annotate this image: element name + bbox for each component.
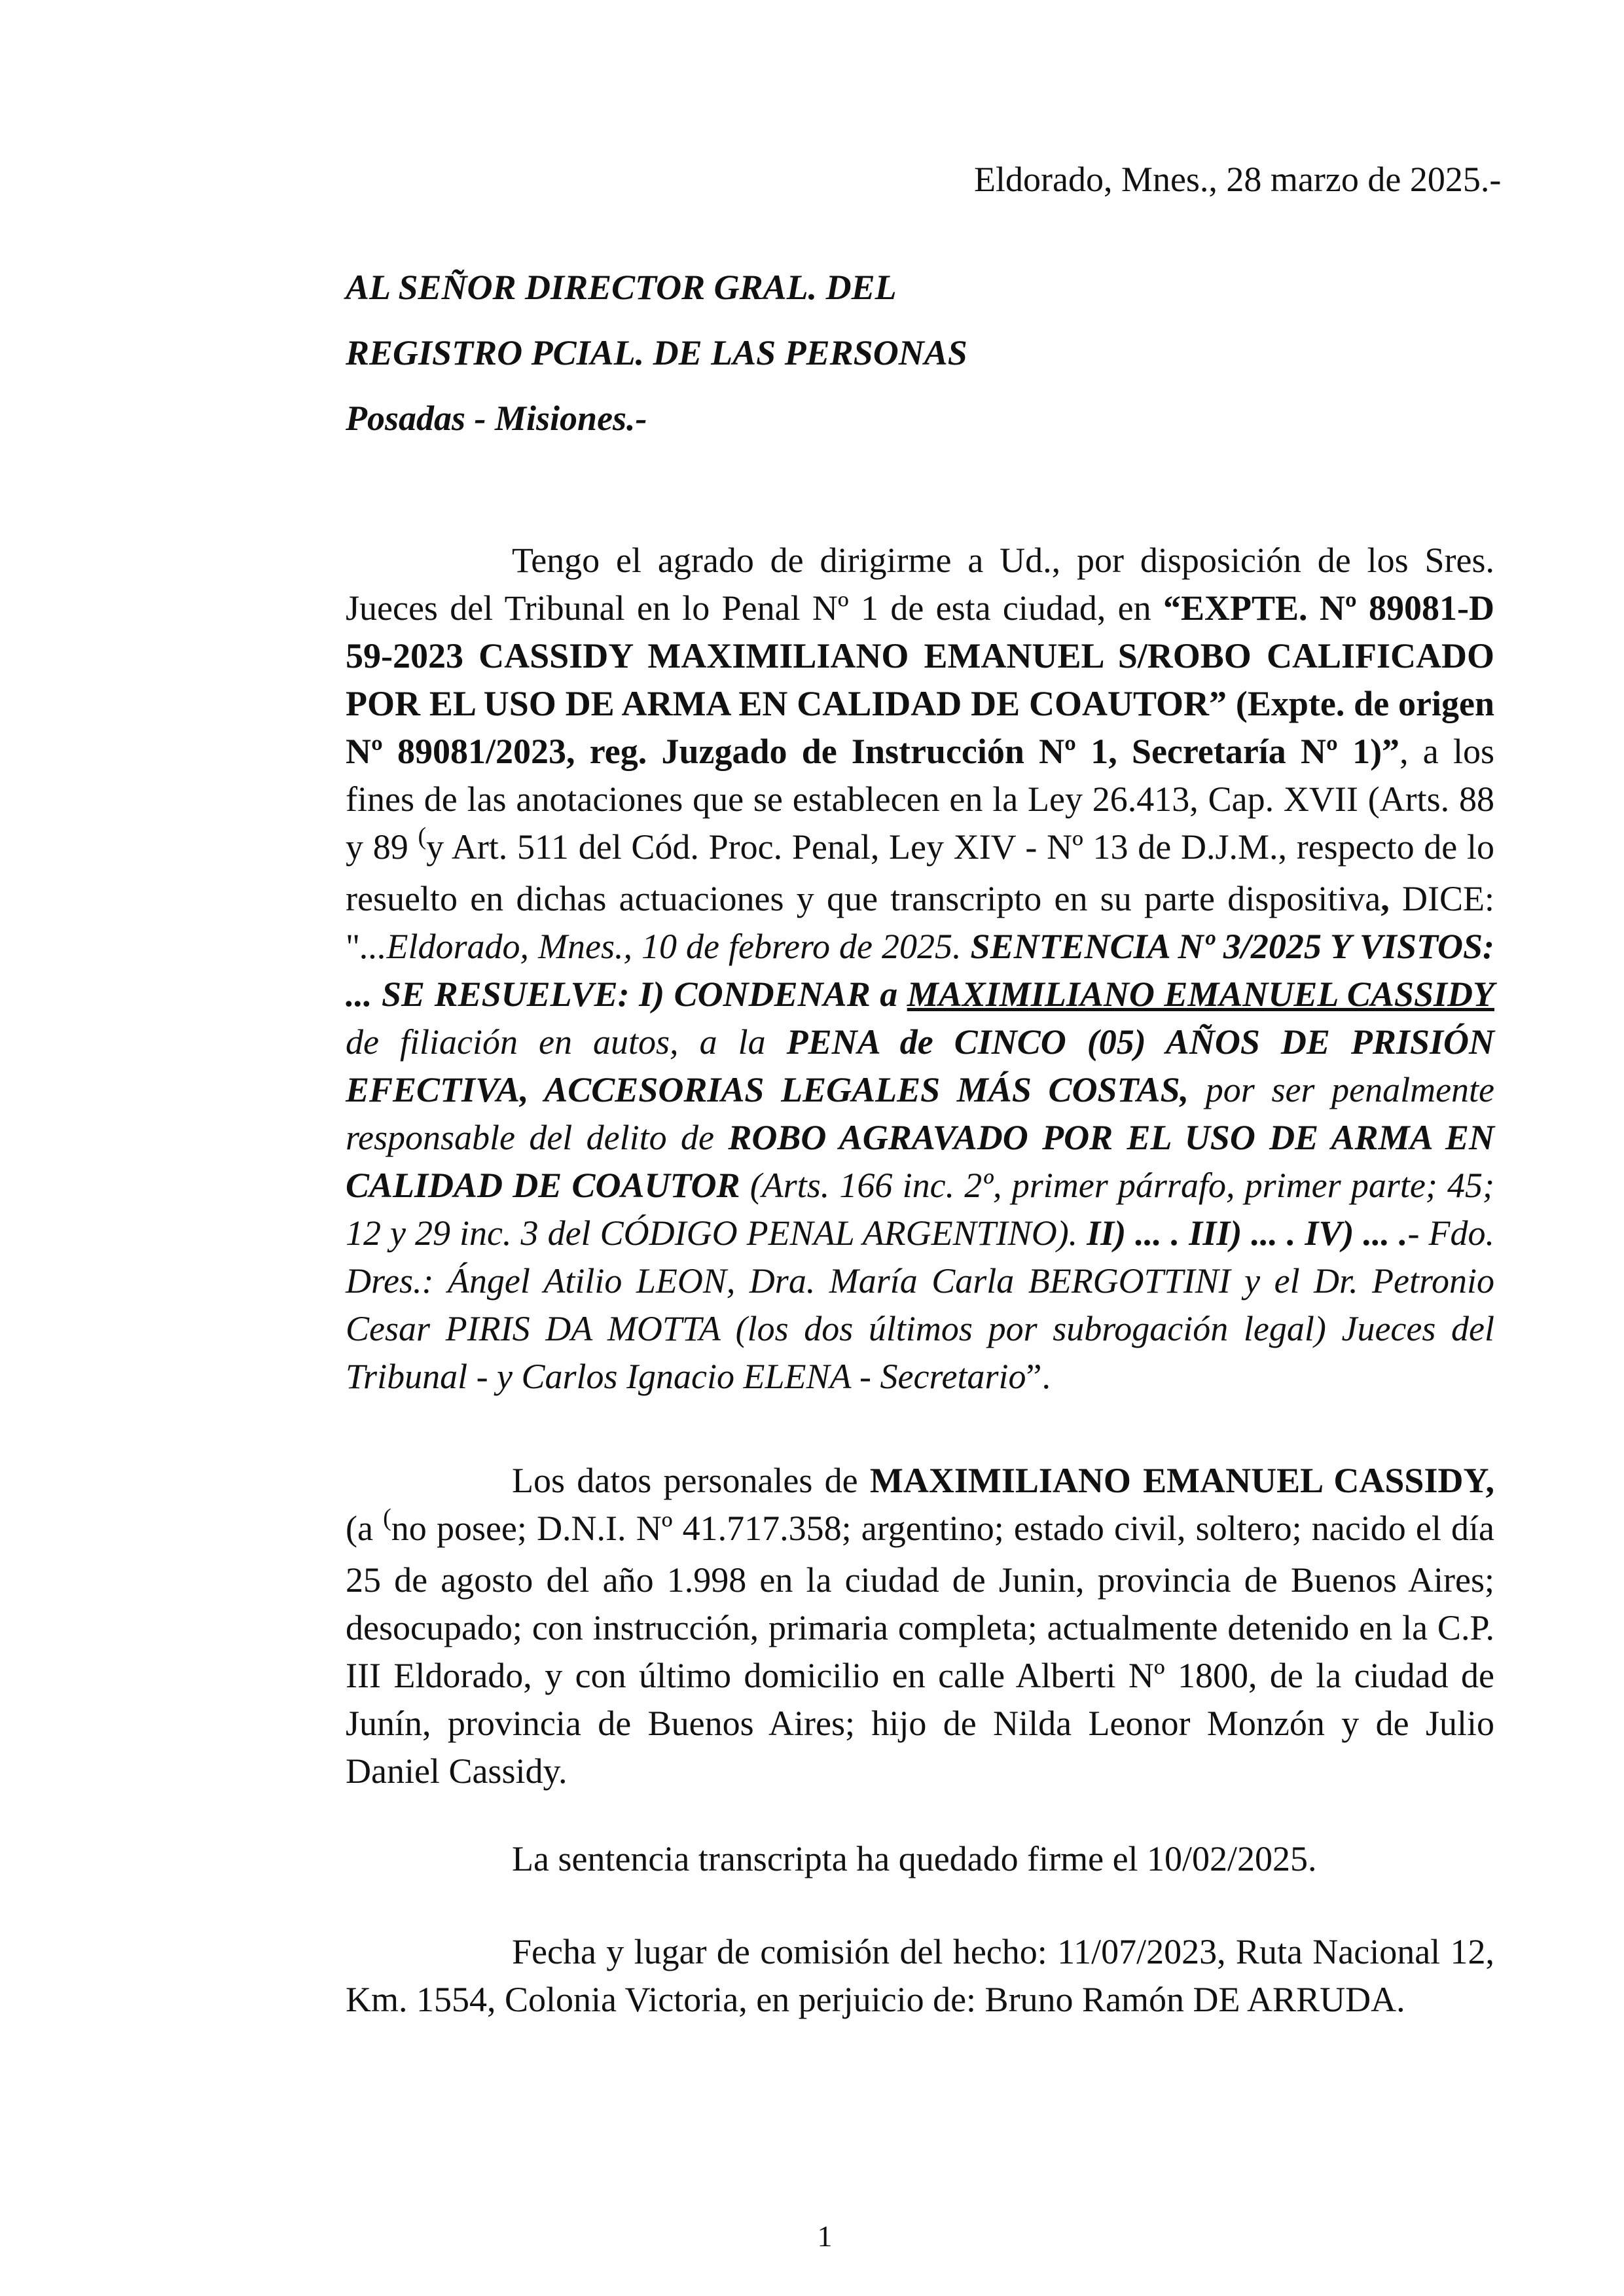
p1-purpose: , a los fines de las anotaciones que se establecen en la Ley 26.413, Cap. XVII (Arts. 88 y 89: [346, 732, 1494, 867]
paragraph-expediente: [346, 537, 1494, 1401]
p1-responsable: por ser penalmente responsable del delito de: [346, 1070, 1495, 1157]
p1-quote-date: ...Eldorado, Mnes., 10 de febrero de 2025.: [360, 927, 971, 966]
p1-intro: Tengo el agrado de dirigirme a Ud., por disposición de los Sres. Jueces del Tribunal en lo Penal Nº 1 de esta ciudad, en: [346, 541, 1494, 628]
p1-pena: PENA de CINCO (05) AÑOS DE PRISIÓN EFECTIVA, ACCESORIAS LEGALES MÁS COSTAS,: [346, 1022, 1494, 1109]
p1-sentencia: SENTENCIA Nº 3/2025 Y VISTOS: ... SE RESUELVE: I) CONDENAR a: [346, 927, 1494, 1014]
p2-alias-open: (a: [346, 1509, 384, 1548]
p1-delito: ROBO AGRAVADO POR EL USO DE ARMA EN CALIDAD DE COAUTOR: [346, 1118, 1494, 1205]
p2-intro: Los datos personales de: [512, 1461, 870, 1500]
p1-dice: DICE: ": [346, 879, 1494, 966]
p4-text: Fecha y lugar de comisión del hecho: 11/07/2023, Ruta Nacional 12, Km. 1554, Colonia Victoria, en perjuicio de: Bruno Ramón DE ARRUDA.: [346, 1932, 1494, 2019]
place-date: Eldorado, Mnes., 28 marzo de 2025.-: [974, 160, 1502, 199]
p1-defendant-name: MAXIMILIANO EMANUEL CASSIDY: [907, 975, 1494, 1014]
paragraph-hecho: [346, 1928, 1494, 2024]
p1-case-title: “EXPTE. Nº 89081-D 59-2023 CASSIDY MAXIMILIANO EMANUEL S/ROBO CALIFICADO POR EL USO DE ARMA EN CALIDAD DE COAUTOR” (Expte. de origen Nº 89081/2023, reg. Juzgado de Instrucción Nº 1, Secretaría Nº 1)”: [346, 588, 1494, 771]
p1-puntos: II) ... . III) ... . IV) ... .: [1087, 1213, 1408, 1253]
p1-close-quote: ”.: [1026, 1357, 1051, 1396]
p1-comma: ,: [1380, 879, 1390, 918]
p1-filiacion: de filiación en autos, a la: [346, 1022, 787, 1062]
paragraph-firmeza: La sentencia transcripta ha quedado firme el 10/02/2025.: [512, 1839, 1317, 1878]
addressee-line-2: REGISTRO PCIAL. DE LAS PERSONAS: [346, 333, 967, 372]
p2-defendant-name: MAXIMILIANO EMANUEL CASSIDY,: [869, 1461, 1495, 1500]
paragraph-personal-data: [346, 1457, 1494, 1795]
addressee-line-1: AL SEÑOR DIRECTOR GRAL. DEL: [346, 268, 897, 307]
p2-details: no posee; D.N.I. Nº 41.717.358; argentino; estado civil, soltero; nacido el día 25 de agosto del año 1.998 en la ciudad de Junin, provincia de Buenos Aires; desocupado; con instrucción, primaria completa; actualmente detenido en la C.P. III Eldorado, y con último domicilio en calle Alberti Nº 1800, de la ciudad de Junín, provincia de Buenos Aires; hijo de Nilda Leonor Monzón y de Julio Daniel Cassidy.: [346, 1509, 1494, 1791]
p1-paren-mark: (: [418, 823, 427, 850]
p1-articulos: (Arts. 166 inc. 2º, primer párrafo, primer parte; 45; 12 y 29 inc. 3 del CÓDIGO PENAL ARGENTINO).: [346, 1166, 1494, 1253]
p1-legal-refs: y Art. 511 del Cód. Proc. Penal, Ley XIV - Nº 13 de D.J.M., respecto de lo resuelto en dichas actuaciones y que transcripto en su parte dispositiva: [346, 827, 1494, 918]
p2-paren-mark: (: [383, 1504, 391, 1532]
p1-firmas: - Fdo. Dres.: Ángel Atilio LEON, Dra. María Carla BERGOTTINI y el Dr. Petronio Cesar PIRIS DA MOTTA (los dos últimos por subrogación legal) Jueces del Tribunal - y Carlos Ignacio ELENA - Secretario: [346, 1213, 1494, 1396]
addressee-line-3: Posadas - Misiones.-: [346, 399, 647, 438]
page-number: 1: [817, 2219, 833, 2253]
